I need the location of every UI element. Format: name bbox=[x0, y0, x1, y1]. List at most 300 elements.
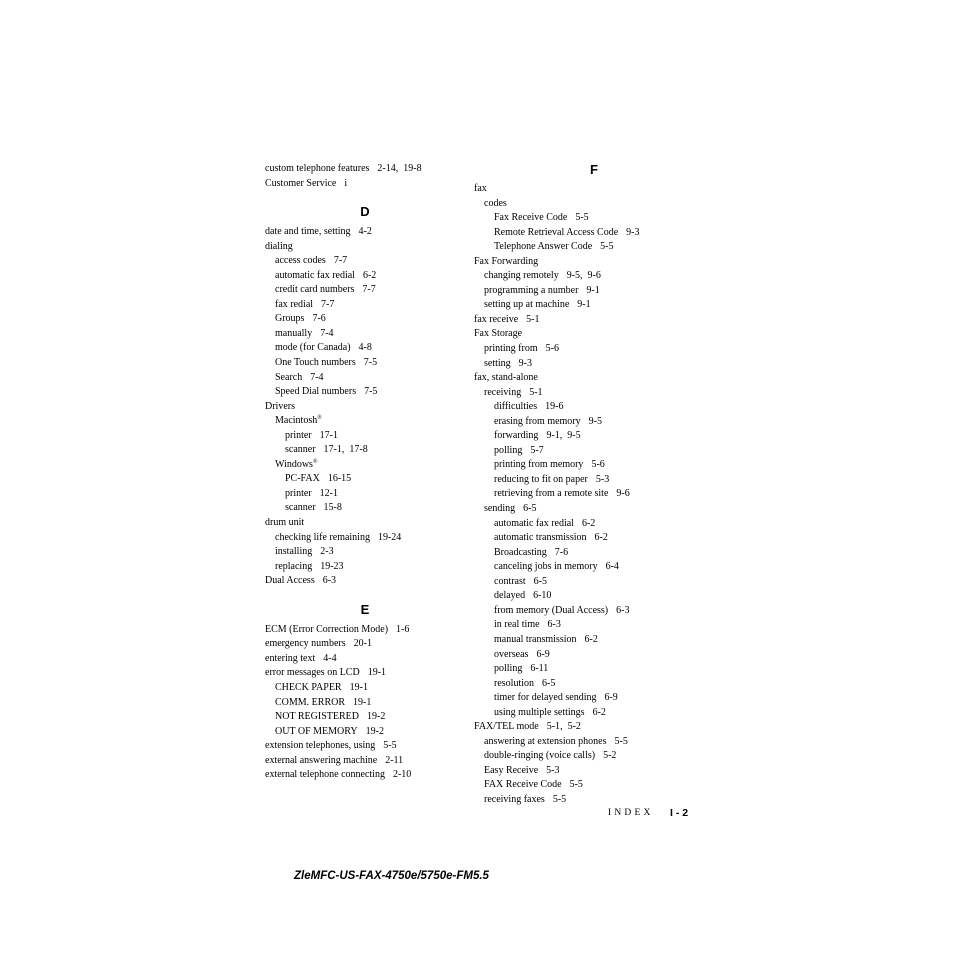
index-term: Groups bbox=[275, 313, 305, 325]
index-subentry bbox=[474, 298, 714, 313]
page-references bbox=[383, 740, 396, 751]
page-references bbox=[591, 459, 604, 470]
index-term: fax bbox=[474, 183, 487, 194]
index-subentry bbox=[265, 269, 465, 284]
page-references bbox=[523, 503, 536, 514]
index-subentry bbox=[474, 589, 714, 604]
page-references: 2-14, 19-8 bbox=[377, 163, 422, 174]
index-subentry bbox=[474, 517, 714, 532]
index-entry bbox=[265, 623, 465, 638]
page-reference: 12-1 bbox=[319, 487, 338, 499]
page-references bbox=[534, 576, 547, 587]
page-references bbox=[553, 794, 566, 805]
footer-document-id: ZleMFC-US-FAX-4750e/5750e-FM5.5 bbox=[294, 870, 489, 882]
index-term: emergency numbers bbox=[265, 638, 346, 650]
page-reference: 9-3 bbox=[626, 226, 640, 238]
page-reference: 15-8 bbox=[323, 502, 342, 514]
page-reference: 6-10 bbox=[533, 590, 552, 602]
index-entry bbox=[474, 327, 714, 342]
page-reference: 19-23 bbox=[320, 560, 344, 572]
page-reference: 7-5 bbox=[363, 357, 378, 369]
page-reference: 7-6 bbox=[554, 546, 569, 558]
section-heading: F bbox=[590, 162, 598, 177]
page-reference: 5-5 bbox=[600, 241, 614, 253]
index-term: manually bbox=[275, 327, 313, 339]
index-entry bbox=[265, 574, 465, 589]
page-references bbox=[364, 386, 377, 397]
footer-section-label: INDEX bbox=[608, 808, 654, 818]
index-term: printer bbox=[285, 429, 312, 441]
index-term: external telephone connecting bbox=[265, 769, 385, 781]
page-references bbox=[328, 473, 351, 484]
page-reference: 19-2 bbox=[366, 711, 386, 723]
index-entry bbox=[265, 516, 465, 531]
page-reference: 2-11 bbox=[385, 754, 404, 766]
page-references: 9-5, 9-6 bbox=[566, 270, 601, 282]
page-reference: 4-2 bbox=[358, 226, 372, 238]
index-term: double-ringing (voice calls) bbox=[484, 750, 596, 762]
page-reference: 9-6 bbox=[616, 488, 630, 500]
page-references bbox=[536, 649, 549, 660]
index-subentry bbox=[474, 793, 714, 808]
index-column-left bbox=[265, 162, 465, 783]
index-term: external answering machine bbox=[265, 754, 378, 766]
index-term: checking life remaining bbox=[275, 531, 370, 543]
page-reference: 19-2 bbox=[365, 725, 384, 737]
index-subentry bbox=[474, 618, 714, 633]
page-references bbox=[320, 546, 333, 557]
page-references bbox=[364, 357, 377, 368]
index-term: Easy Receive bbox=[484, 764, 539, 776]
index-subentry bbox=[474, 386, 714, 401]
index-term: custom telephone features bbox=[265, 163, 370, 174]
index-term: printing from bbox=[484, 343, 538, 355]
index-subentry bbox=[265, 327, 465, 342]
page-references bbox=[320, 430, 338, 441]
index-subentry bbox=[474, 487, 714, 502]
index-subentry bbox=[474, 749, 714, 764]
page-reference: 9-6 bbox=[587, 270, 601, 282]
index-term: Drivers bbox=[265, 400, 295, 412]
page-reference: 9-1 bbox=[577, 299, 591, 311]
index-entry bbox=[265, 768, 465, 783]
page-reference: 7-4 bbox=[310, 371, 324, 383]
index-subentry bbox=[265, 501, 465, 516]
page-reference: 5-1 bbox=[526, 313, 540, 325]
index-term: date and time, setting bbox=[265, 226, 351, 238]
page-references bbox=[344, 178, 347, 189]
index-term: polling bbox=[494, 663, 523, 675]
index-term: PC-FAX bbox=[285, 473, 320, 485]
index-term: codes bbox=[484, 197, 507, 209]
page-references bbox=[533, 590, 551, 601]
index-entry bbox=[265, 225, 465, 240]
page-reference: 7-6 bbox=[312, 313, 326, 325]
page-references bbox=[393, 769, 411, 780]
page-reference: 19-8 bbox=[403, 163, 422, 174]
page-references bbox=[614, 736, 627, 747]
page-references bbox=[350, 682, 368, 693]
index-term: OUT OF MEMORY bbox=[275, 725, 358, 737]
index-subentry bbox=[474, 357, 714, 372]
page-reference: 5-6 bbox=[545, 343, 559, 355]
index-term: error messages on LCD bbox=[265, 667, 360, 679]
page-reference: 5-3 bbox=[595, 473, 610, 485]
index-entry bbox=[474, 371, 714, 386]
index-term: using multiple settings bbox=[494, 706, 585, 718]
index-subentry bbox=[265, 371, 465, 386]
index-term: One Touch numbers bbox=[275, 357, 356, 369]
page-reference: 4-8 bbox=[358, 342, 372, 354]
index-subentry bbox=[265, 429, 465, 444]
index-term: credit card numbers bbox=[275, 284, 355, 296]
page-references bbox=[626, 227, 639, 238]
index-subentry bbox=[265, 531, 465, 546]
page-reference: 6-2 bbox=[581, 517, 596, 529]
index-term: NOT REGISTERED bbox=[275, 711, 359, 723]
page-references bbox=[367, 711, 385, 722]
page-references bbox=[324, 502, 342, 513]
page-references bbox=[519, 358, 532, 369]
index-subentry bbox=[474, 473, 714, 488]
index-subentry bbox=[474, 546, 714, 561]
index-term: fax receive bbox=[474, 313, 519, 325]
index-term: access codes bbox=[275, 255, 326, 267]
page-references bbox=[546, 765, 559, 776]
index-term: automatic fax redial bbox=[275, 269, 355, 281]
page-reference: 19-24 bbox=[377, 531, 402, 543]
page-references bbox=[378, 532, 401, 543]
page-references bbox=[310, 372, 323, 383]
page-reference: 17-1 bbox=[323, 444, 342, 456]
index-term: programming a number bbox=[484, 284, 579, 296]
page-reference: 5-2 bbox=[567, 721, 581, 733]
page-reference: 5-6 bbox=[591, 459, 605, 471]
index-entry bbox=[265, 637, 465, 652]
index-subentry bbox=[474, 197, 714, 212]
index-term: extension telephones, using bbox=[265, 740, 376, 752]
index-term: fax, stand-alone bbox=[474, 372, 538, 384]
page-references bbox=[585, 634, 598, 645]
page-references bbox=[589, 416, 602, 427]
index-entry bbox=[474, 182, 714, 197]
page-reference: 5-1 bbox=[529, 386, 543, 398]
page-reference: 7-7 bbox=[321, 298, 335, 310]
index-subentry bbox=[474, 429, 714, 444]
page-references bbox=[603, 750, 616, 761]
index-subentry bbox=[474, 400, 714, 415]
page-reference: 6-9 bbox=[604, 692, 618, 704]
index-term: receiving bbox=[484, 386, 522, 398]
page-reference: 16-15 bbox=[327, 473, 352, 485]
index-term: automatic fax redial bbox=[494, 517, 574, 529]
page-reference: 5-1 bbox=[546, 721, 561, 733]
page-reference: 5-5 bbox=[383, 740, 397, 752]
index-term: scanner bbox=[285, 444, 316, 456]
index-subentry bbox=[265, 341, 465, 356]
footer-page-number: I - 2 bbox=[670, 807, 689, 819]
registered-mark: ® bbox=[317, 415, 322, 422]
index-term: Search bbox=[275, 371, 303, 383]
index-subentry bbox=[474, 226, 714, 241]
page-reference: 6-5 bbox=[523, 503, 537, 515]
index-term: erasing from memory bbox=[494, 415, 581, 427]
page-reference: i bbox=[344, 177, 348, 189]
page-references bbox=[596, 474, 609, 485]
index-term: canceling jobs in memory bbox=[494, 561, 598, 573]
index-term: overseas bbox=[494, 648, 529, 660]
index-term: Macintosh bbox=[275, 415, 318, 427]
index-entry bbox=[265, 400, 465, 415]
page-reference: 7-7 bbox=[362, 284, 376, 296]
page-reference: 19-6 bbox=[545, 401, 564, 413]
page-references bbox=[595, 532, 608, 543]
index-entry bbox=[474, 255, 714, 270]
index-term: changing remotely bbox=[484, 270, 559, 282]
index-column-right bbox=[474, 162, 714, 808]
index-entry bbox=[265, 754, 465, 769]
page-references bbox=[363, 270, 376, 281]
page-references bbox=[545, 401, 563, 412]
page-reference: 5-5 bbox=[614, 735, 628, 747]
page-references bbox=[575, 212, 588, 223]
page-references bbox=[606, 561, 619, 572]
index-term: reducing to fit on paper bbox=[494, 473, 588, 485]
index-subentry bbox=[265, 356, 465, 371]
index-subentry bbox=[474, 211, 714, 226]
page-references bbox=[604, 692, 617, 703]
index-entry bbox=[265, 240, 465, 255]
index-subentry bbox=[265, 545, 465, 560]
index-term: Customer Service bbox=[265, 177, 337, 189]
page-reference: 6-5 bbox=[533, 575, 547, 587]
page-references bbox=[570, 779, 583, 790]
page-references bbox=[526, 314, 539, 325]
page-references bbox=[616, 488, 629, 499]
page-reference: 5-7 bbox=[530, 444, 544, 456]
page-reference: 9-5 bbox=[566, 270, 581, 282]
index-term: contrast bbox=[494, 575, 526, 587]
index-term: FAX Receive Code bbox=[484, 779, 562, 791]
index-subentry bbox=[265, 283, 465, 298]
index-subentry bbox=[474, 648, 714, 663]
index-term: drum unit bbox=[265, 517, 305, 529]
index-term: setting bbox=[484, 357, 511, 369]
page-references bbox=[323, 575, 336, 586]
index-term: Fax Receive Code bbox=[494, 212, 568, 224]
page-references bbox=[353, 697, 371, 708]
index-term: printer bbox=[285, 487, 312, 499]
page-references bbox=[600, 241, 613, 252]
page-reference: 1-6 bbox=[396, 623, 410, 635]
page-references bbox=[548, 619, 561, 630]
index-subentry bbox=[265, 254, 465, 269]
index-subentry bbox=[265, 487, 465, 502]
page-references bbox=[366, 726, 384, 737]
page-references bbox=[334, 255, 347, 266]
index-subentry bbox=[474, 560, 714, 575]
page-references bbox=[320, 488, 338, 499]
page-references bbox=[616, 605, 629, 616]
index-term: resolution bbox=[494, 677, 534, 689]
page-reference: 9-1 bbox=[546, 430, 560, 442]
index-entry bbox=[265, 666, 465, 681]
page-references bbox=[320, 561, 343, 572]
page-reference: 6-2 bbox=[594, 532, 608, 544]
index-subentry bbox=[474, 604, 714, 619]
page-reference: 2-14 bbox=[377, 163, 396, 174]
index-subentry bbox=[474, 458, 714, 473]
index-subentry bbox=[265, 298, 465, 313]
page-references bbox=[359, 342, 372, 353]
index-term: dialing bbox=[265, 240, 293, 252]
index-entry bbox=[265, 652, 465, 667]
index-subentry bbox=[474, 778, 714, 793]
page-reference: 6-2 bbox=[592, 706, 606, 718]
page-references bbox=[586, 285, 599, 296]
page-reference: 4-4 bbox=[323, 652, 337, 664]
index-subentry bbox=[474, 706, 714, 721]
index-term: Fax Forwarding bbox=[474, 255, 539, 267]
page-reference: 5-5 bbox=[575, 212, 589, 224]
index-term: Windows bbox=[275, 458, 313, 470]
page-reference: 5-2 bbox=[603, 750, 617, 762]
index-subentry bbox=[474, 691, 714, 706]
index-term: FAX/TEL mode bbox=[474, 721, 539, 733]
page-references bbox=[530, 445, 543, 456]
page-reference: 5-5 bbox=[569, 779, 583, 791]
index-term: Fax Storage bbox=[474, 328, 523, 340]
index-term: Speed Dial numbers bbox=[275, 386, 357, 398]
section-heading: D bbox=[360, 204, 370, 220]
page-reference: 5-5 bbox=[552, 793, 567, 805]
index-entry bbox=[265, 162, 465, 177]
index-subentry bbox=[474, 444, 714, 459]
index-subentry bbox=[265, 312, 465, 327]
index-subentry bbox=[474, 677, 714, 692]
page-reference: 6-9 bbox=[536, 648, 550, 660]
page-references bbox=[359, 226, 372, 237]
page-reference: 6-11 bbox=[530, 663, 549, 675]
index-term: manual transmission bbox=[494, 633, 577, 645]
index-subentry bbox=[265, 414, 465, 429]
index-term: fax redial bbox=[275, 298, 314, 310]
page-references bbox=[577, 299, 590, 310]
page-reference: 6-2 bbox=[584, 633, 598, 645]
page-references bbox=[582, 518, 595, 529]
index-subentry bbox=[474, 269, 714, 284]
index-term: polling bbox=[494, 444, 523, 456]
page-references bbox=[368, 667, 386, 678]
index-entry bbox=[474, 720, 714, 735]
index-term: retrieving from a remote site bbox=[494, 488, 609, 500]
page-references: 9-1, 9-5 bbox=[546, 430, 581, 442]
page-references bbox=[312, 313, 325, 324]
index-subentry bbox=[265, 560, 465, 575]
index-subentry bbox=[474, 575, 714, 590]
page-reference: 2-10 bbox=[392, 769, 412, 781]
index-subentry bbox=[265, 710, 465, 725]
page-reference: 6-3 bbox=[322, 575, 337, 587]
index-subentry bbox=[265, 385, 465, 400]
index-term: automatic transmission bbox=[494, 532, 587, 544]
page-references bbox=[323, 653, 336, 664]
index-subentry bbox=[474, 342, 714, 357]
index-term: installing bbox=[275, 546, 313, 558]
page-references bbox=[542, 678, 555, 689]
index-subentry bbox=[474, 240, 714, 255]
index-subentry bbox=[474, 284, 714, 299]
page-references bbox=[385, 755, 403, 766]
page-references bbox=[529, 387, 542, 398]
index-term: timer for delayed sending bbox=[494, 692, 597, 704]
page-references bbox=[593, 707, 606, 718]
index-subentry bbox=[265, 443, 465, 458]
page-references bbox=[321, 299, 334, 310]
index-subentry bbox=[474, 633, 714, 648]
page-reference: 2-3 bbox=[320, 546, 334, 558]
index-term: answering at extension phones bbox=[484, 735, 607, 747]
registered-mark: ® bbox=[312, 458, 318, 465]
index-term: ECM (Error Correction Mode) bbox=[265, 623, 389, 635]
index-subentry bbox=[474, 662, 714, 677]
index-subentry bbox=[474, 531, 714, 546]
index-term: COMM. ERROR bbox=[275, 696, 346, 708]
index-entry bbox=[265, 739, 465, 754]
page-references bbox=[320, 328, 333, 339]
page-references bbox=[555, 547, 568, 558]
page-references bbox=[546, 343, 559, 354]
index-term: delayed bbox=[494, 590, 526, 602]
index-term: forwarding bbox=[494, 430, 539, 442]
index-entry bbox=[474, 313, 714, 328]
page-reference: 5-3 bbox=[546, 764, 560, 776]
index-term: Broadcasting bbox=[494, 546, 547, 558]
page-reference: 9-5 bbox=[588, 415, 602, 427]
index-term: Telephone Answer Code bbox=[494, 241, 593, 253]
index-term: scanner bbox=[285, 502, 316, 514]
page-reference: 20-1 bbox=[353, 638, 372, 650]
index-entry bbox=[265, 177, 465, 192]
index-subentry bbox=[474, 764, 714, 779]
page-references: 5-1, 5-2 bbox=[546, 721, 581, 733]
index-subentry bbox=[265, 472, 465, 487]
page-reference: 9-5 bbox=[567, 430, 581, 442]
index-term: from memory (Dual Access) bbox=[494, 604, 609, 616]
index-subentry bbox=[265, 458, 465, 473]
page-reference: 6-4 bbox=[605, 561, 619, 573]
index-term: in real time bbox=[494, 619, 540, 631]
index-subentry bbox=[265, 681, 465, 696]
page-reference: 19-1 bbox=[353, 696, 372, 708]
page-reference: 7-4 bbox=[320, 327, 334, 339]
page-references bbox=[362, 284, 375, 295]
index-subentry bbox=[265, 696, 465, 711]
index-term: receiving faxes bbox=[484, 793, 545, 805]
page-reference: 6-5 bbox=[542, 677, 556, 689]
page-reference: 7-5 bbox=[364, 386, 378, 398]
index-subentry bbox=[265, 725, 465, 740]
index-term: difficulties bbox=[494, 401, 538, 413]
index-subentry bbox=[474, 502, 714, 517]
index-term: mode (for Canada) bbox=[275, 342, 351, 354]
index-subentry bbox=[474, 735, 714, 750]
page-reference: 6-2 bbox=[362, 269, 377, 281]
index-term: setting up at machine bbox=[484, 299, 570, 311]
page-reference: 19-1 bbox=[349, 681, 368, 693]
page-reference: 9-3 bbox=[518, 357, 533, 369]
page-references: 17-1, 17-8 bbox=[323, 444, 368, 456]
